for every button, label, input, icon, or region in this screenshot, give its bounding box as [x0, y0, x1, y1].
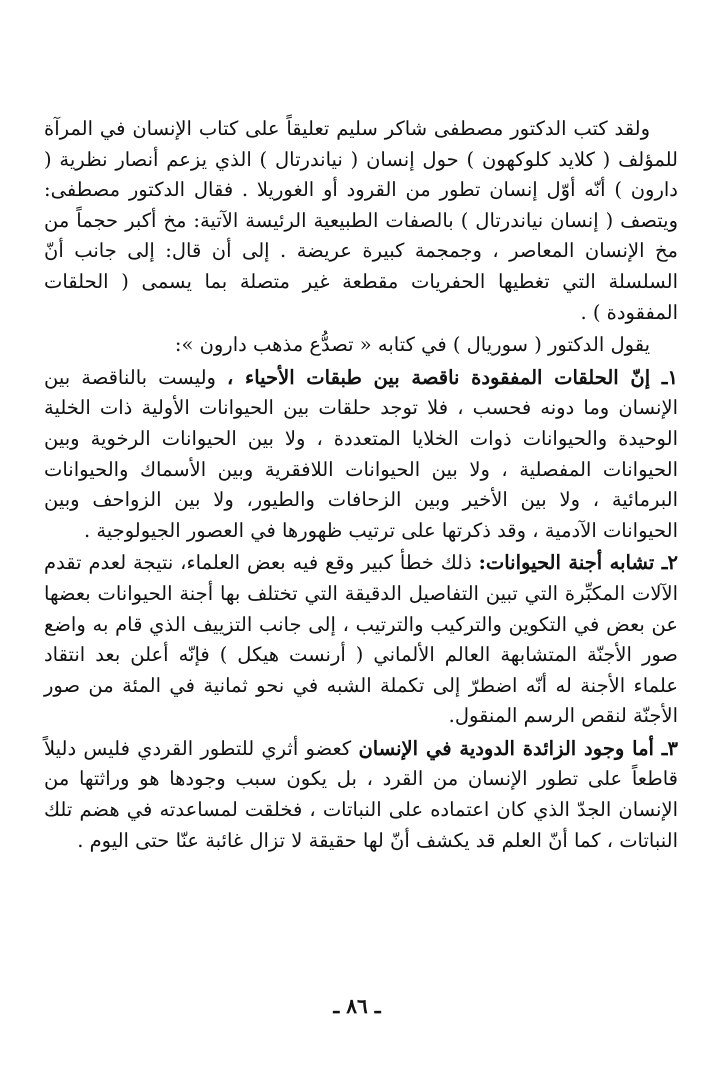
point-2-heading: ٢ـ تشابه أجنة الحيوانات: — [478, 551, 678, 575]
quote-intro-paragraph: يقول الدكتور ( سوريال ) في كتابه « تصدُّع مذهب دارون »: — [174, 333, 650, 357]
point-1-body: وليست بالناقصة بين الإنسان وما دونه فحسب ، فلا توجد حلقات بين الحيوانات الأولية ذات الخلية الوحيدة والحيوانات ذوات الخلايا المتعددة ، ولا بين الحيوانات الرخوية وبين الحيوانات المفصلية ، ولا بين الحيوانات اللافقرية وبين الأسماك والحيوانات البرمائية ، ولا بين الأخير وبين الزحافات والطيور، ولا بين الزواحف وبين الحيوانات الآدمية ، وقد ذكرتها على ترتيب ظهورها في العصور الجيولوجية . — [44, 365, 678, 542]
point-2-paragraph — [44, 548, 678, 732]
intro-paragraph: ولقد كتب الدكتور مصطفى شاكر سليم تعليقاً على كتاب الإنسان في المرآة للمؤلف ( كلايد كلوكهون ) حول إنسان ( نياندرتال ) الذي يزعم أنصار نظرية ( دارون ) أنّه أوّل إنسان تطور من القرود أو الغوريلا . فقال الدكتور مصطفى: ويتصف ( إنسان نياندرتال ) بالصفات الطبيعية الرئيسة الآتية: مخ أكبر حجماً من مخ الإنسان المعاصر ، وجمجمة كبيرة عريضة . إلى أن قال: إلى جانب أنّ السلسلة التي تغطيها الحفريات مقطعة غير متصلة بما يسمى ( الحلقات المفقودة ) . — [44, 117, 678, 324]
point-3-body: كعضو أثري للتطور القردي فليس دليلاً قاطعاً على تطور الإنسان من القرد ، بل يكون سبب وجودها هو وراثتها من الإنسان الجدّ الذي كان اعتماده على النباتات ، فخلقت لمساعدته في هضم تلك النباتات ، كما أنّ العلم قد يكشف أنّ لها حقيقة لا تزال غائبة عنّا حتى اليوم . — [44, 736, 678, 852]
point-1-paragraph — [44, 363, 678, 547]
page-number: ـ ٨٦ ـ — [333, 994, 381, 1018]
page-body — [44, 114, 678, 856]
point-1-heading: ١ـ إنّ الحلقات المفقودة ناقصة بين طبقات الأحياء ، — [227, 365, 678, 389]
point-3-heading: ٣ـ أما وجود الزائدة الدودية في الإنسان — [358, 736, 678, 760]
point-3-paragraph — [44, 734, 678, 856]
point-2-body: ذلك خطأ كبير وقع فيه بعض العلماء، نتيجة لعدم تقدم الآلات المكبِّرة التي تبين التفاصيل الدقيقة التي تختلف بها أجنة الحيوانات بعضها عن بعض في التكوين والتركيب والترتيب ، إلى جانب التزييف الذي قام به واضع صور الأجنّة المتشابهة العالم الألماني ( أرنست هيكل ) فإنّه أعلن بعد انتقاد علماء الأجنة له أنّه اضطرّ إلى تكملة الشبه في نحو ثمانية في المئة من صور الأجنّة لنقص الرسم المنقول. — [44, 551, 678, 728]
